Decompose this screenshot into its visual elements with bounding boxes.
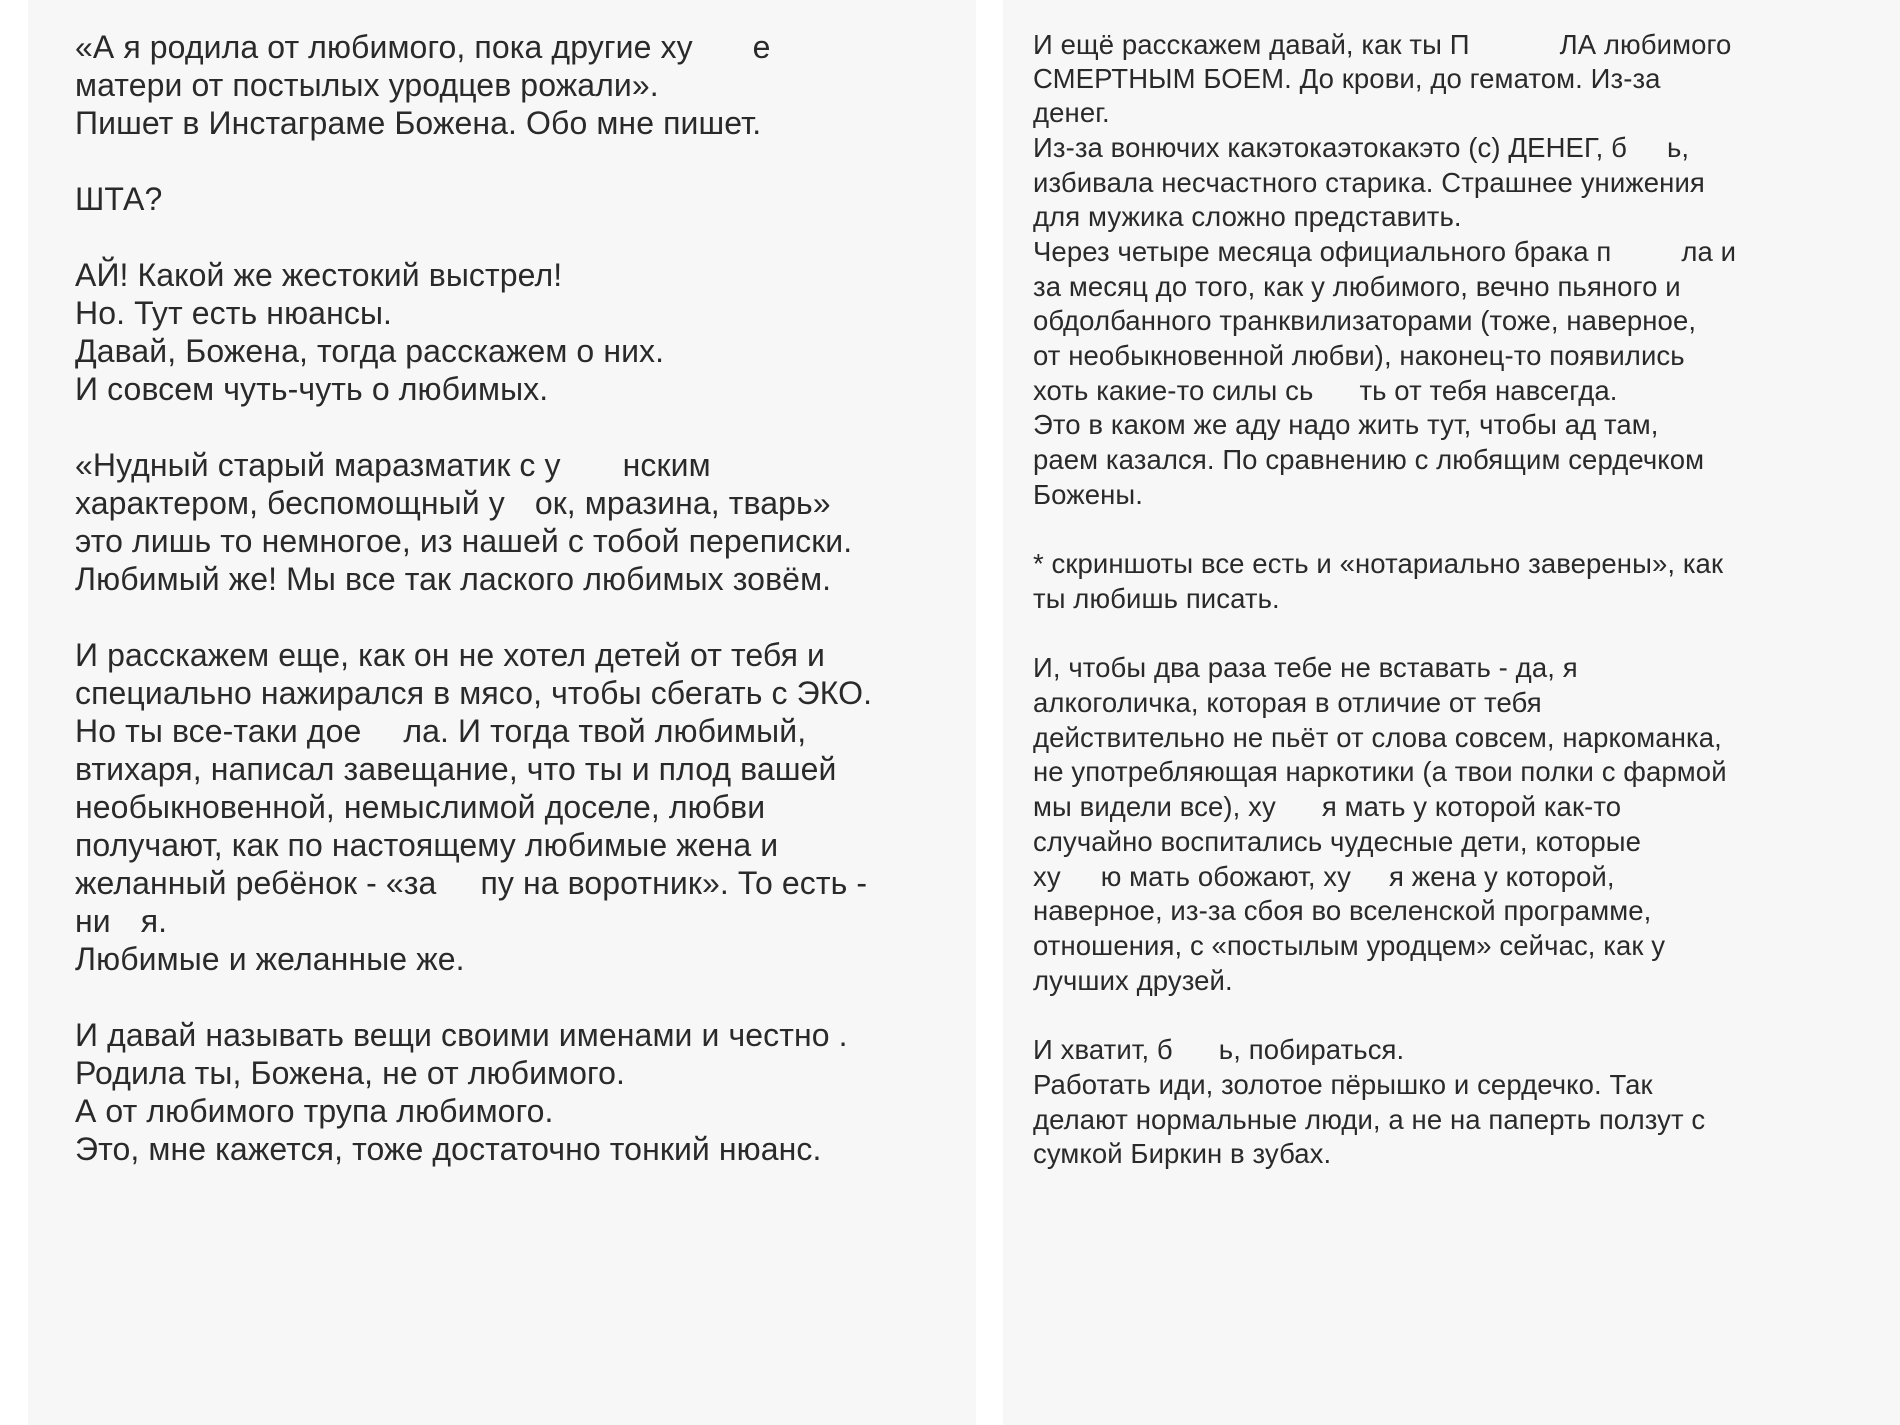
text-line: Работать иди, золотое пёрышко и сердечко. Так <box>1033 1069 1653 1100</box>
text-line: Пишет в Инстаграме Божена. Обо мне пишет. <box>75 105 762 141</box>
text-line: И, чтобы два раза тебе не вставать - да, я <box>1033 652 1578 683</box>
text-line: действительно не пьёт от слова совсем, наркоманка, <box>1033 722 1722 753</box>
text-line: Любимый же! Мы все так лаского любимых зовём. <box>75 561 832 597</box>
text-line: делают нормальные люди, а не на паперть ползут с <box>1033 1104 1706 1135</box>
text-line: характером, беспомощный у ок, мразина, тварь» <box>75 485 831 521</box>
text-line: денег. <box>1033 97 1110 128</box>
text-line: раем казался. По сравнению с любящим сердечком <box>1033 444 1705 475</box>
text-line: за месяц до того, как у любимого, вечно пьяного и <box>1033 271 1681 302</box>
text-line: И совсем чуть-чуть о любимых. <box>75 371 549 407</box>
text-line: ни я. <box>75 903 168 939</box>
text-line: избивала несчастного старика. Страшнее унижения <box>1033 167 1705 198</box>
text-line: И ещё расскажем давай, как ты П ЛА любимого <box>1033 29 1732 60</box>
text-line: * скриншоты все есть и «нотариально заверены», как <box>1033 548 1724 579</box>
text-line: Давай, Божена, тогда расскажем о них. <box>75 333 665 369</box>
text-line: Любимые и желанные же. <box>75 941 465 977</box>
text-line: случайно воспитались чудесные дети, которые <box>1033 826 1642 857</box>
text-line: Но. Тут есть нюансы. <box>75 295 393 331</box>
text-line: Это, мне кажется, тоже достаточно тонкий нюанс. <box>75 1131 822 1167</box>
text-line: хоть какие-то силы сь ть от тебя навсегда. <box>1033 375 1618 406</box>
text-line: необыкновенной, немыслимой доселе, любви <box>75 789 766 825</box>
text-line: И давай называть вещи своими именами и честно . <box>75 1017 848 1053</box>
text-line: от необыкновенной любви), наконец-то появились <box>1033 340 1685 371</box>
text-line: ШТА? <box>75 181 163 217</box>
text-line: И расскажем еще, как он не хотел детей от тебя и <box>75 637 826 673</box>
text-line: Родила ты, Божена, не от любимого. <box>75 1055 625 1091</box>
text-line: СМЕРТНЫМ БОЕМ. До крови, до гематом. Из-за <box>1033 63 1661 94</box>
text-line: отношения, с «постылым уродцем» сейчас, как у <box>1033 930 1666 961</box>
text-line: А от любимого трупа любимого. <box>75 1093 554 1129</box>
text-line: матери от постылых уродцев рожали». <box>75 67 659 103</box>
text-line: Это в каком же аду надо жить тут, чтобы ад там, <box>1033 409 1659 440</box>
text-line: ты любишь писать. <box>1033 583 1280 614</box>
text-line: алкоголичка, которая в отличие от тебя <box>1033 687 1542 718</box>
text-line: лучших друзей. <box>1033 965 1233 996</box>
text-line: специально нажирался в мясо, чтобы сбегать с ЭКО. <box>75 675 873 711</box>
left-text-column <box>28 0 976 1425</box>
right-text-column <box>1003 0 1900 1425</box>
text-line: Но ты все-таки дое ла. И тогда твой любимый, <box>75 713 807 749</box>
text-line: ху ю мать обожают, ху я жена у которой, <box>1033 861 1615 892</box>
text-line: это лишь то немногое, из нашей с тобой переписки. <box>75 523 853 559</box>
text-line: АЙ! Какой же жестокий выстрел! <box>75 257 563 293</box>
text-line: получают, как по настоящему любимые жена и <box>75 827 779 863</box>
text-line: «А я родила от любимого, пока другие ху е <box>75 29 771 65</box>
text-line: Из-за вонючих какэтокаэтокакэто (с) ДЕНЕГ, б ь, <box>1033 132 1690 163</box>
text-line: не употребляющая наркотики (а твои полки с фармой <box>1033 756 1727 787</box>
text-line: И хватит, б ь, побираться. <box>1033 1034 1405 1065</box>
text-line: сумкой Биркин в зубах. <box>1033 1138 1332 1169</box>
text-line: «Нудный старый маразматик с у нским <box>75 447 711 483</box>
text-line: Божены. <box>1033 479 1144 510</box>
text-line: наверное, из-за сбоя во вселенской программе, <box>1033 895 1652 926</box>
text-line: для мужика сложно представить. <box>1033 201 1462 232</box>
text-line: желанный ребёнок - «за пу на воротник». То есть - <box>75 865 868 901</box>
text-line: втихаря, написал завещание, что ты и плод вашей <box>75 751 837 787</box>
text-line: Через четыре месяца официального брака п ла и <box>1033 236 1737 267</box>
text-line: обдолбанного транквилизаторами (тоже, наверное, <box>1033 305 1697 336</box>
text-line: мы видели все), ху я мать у которой как-то <box>1033 791 1622 822</box>
